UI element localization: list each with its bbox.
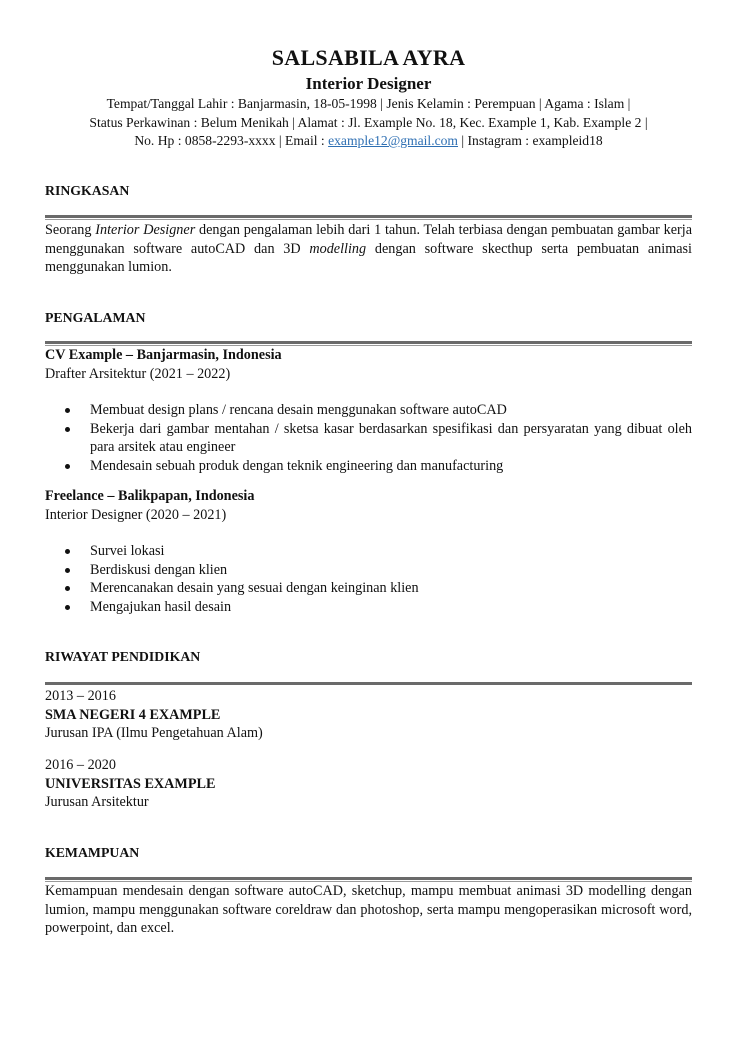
summary-text	[45, 221, 692, 277]
resume-header	[45, 44, 692, 151]
email-link[interactable]: example12@gmail.com	[328, 133, 459, 148]
summary-text-part: dengan pengalaman lebih dari 1 tahun. Telah terbiasa dengan pembuatan gambar kerja menggunakan software autoCAD dan 3D	[45, 222, 692, 257]
resume-page	[45, 0, 692, 936]
school-name: UNIVERSITAS EXAMPLE	[45, 775, 216, 792]
school-major: Jurusan Arsitektur	[45, 794, 149, 810]
education-years: 2016 – 2020	[45, 757, 116, 773]
education-entry	[45, 756, 692, 812]
summary-text-part: dengan software skecthup serta pembuatan animasi menggunakan lumion.	[45, 240, 692, 275]
skills-text: Kemampuan mendesain dengan software autoCAD, sketchup, mampu membuat animasi 3D modelling dengan lumion, mampu menggunakan software coreldraw dan photoshop, serta mampu mengoperasikan microsoft word, powerpoint, dan excel.	[45, 883, 692, 936]
list-item: Merencanakan desain yang sesuai dengan keinginan klien	[45, 579, 692, 598]
section-divider	[45, 215, 692, 220]
candidate-name: SALSABILA AYRA	[271, 45, 466, 70]
list-item: Berdiskusi dengan klien	[45, 561, 692, 580]
summary-emphasis: modelling	[309, 240, 367, 257]
list-item: Mengajukan hasil desain	[45, 598, 692, 617]
contact-line-personal: Tempat/Tanggal Lahir : Banjarmasin, 18-05-1998 | Jenis Kelamin : Perempuan | Agama : Islam |	[106, 96, 631, 111]
job-position: Drafter Arsitektur (2021 – 2022)	[45, 365, 231, 382]
experience-entry	[45, 487, 692, 616]
contact-line-communication	[27, 132, 710, 151]
summary-emphasis: Interior Designer	[95, 222, 196, 238]
phone-label: No. Hp : 0858-2293-xxxx | Email :	[134, 133, 329, 148]
section-title-education: RIWAYAT PENDIDIKAN	[45, 649, 201, 664]
education-years: 2013 – 2016	[45, 688, 116, 704]
instagram-label: | Instagram : exampleid18	[458, 133, 603, 148]
summary-text-part: Seorang	[45, 222, 96, 238]
job-duties	[45, 401, 692, 475]
list-item: Mendesain sebuah produk dengan teknik engineering dan manufacturing	[45, 457, 692, 476]
school-name: SMA NEGERI 4 EXAMPLE	[45, 706, 221, 723]
job-duties	[45, 542, 692, 616]
section-title-experience: PENGALAMAN	[45, 310, 146, 325]
education-entry	[45, 687, 692, 743]
experience-entry	[45, 346, 692, 475]
candidate-role: Interior Designer	[305, 74, 432, 93]
company-name: Freelance – Balikpapan, Indonesia	[45, 488, 255, 504]
section-title-summary: RINGKASAN	[45, 183, 130, 198]
school-major: Jurusan IPA (Ilmu Pengetahuan Alam)	[45, 725, 263, 741]
company-name: CV Example – Banjarmasin, Indonesia	[45, 347, 282, 363]
contact-info	[27, 95, 710, 151]
section-title-skills: KEMAMPUAN	[45, 845, 140, 860]
contact-line-address: Status Perkawinan : Belum Menikah | Alamat : Jl. Example No. 18, Kec. Example 1, Kab. Example 2 |	[89, 114, 648, 130]
job-position: Interior Designer (2020 – 2021)	[45, 506, 227, 523]
list-item: Survei lokasi	[45, 542, 692, 561]
list-item: Membuat design plans / rencana desain menggunakan software autoCAD	[45, 401, 692, 420]
list-item: Bekerja dari gambar mentahan / sketsa kasar berdasarkan spesifikasi dan persyaratan yang dibuat oleh para arsitek atau engineer	[45, 420, 692, 457]
